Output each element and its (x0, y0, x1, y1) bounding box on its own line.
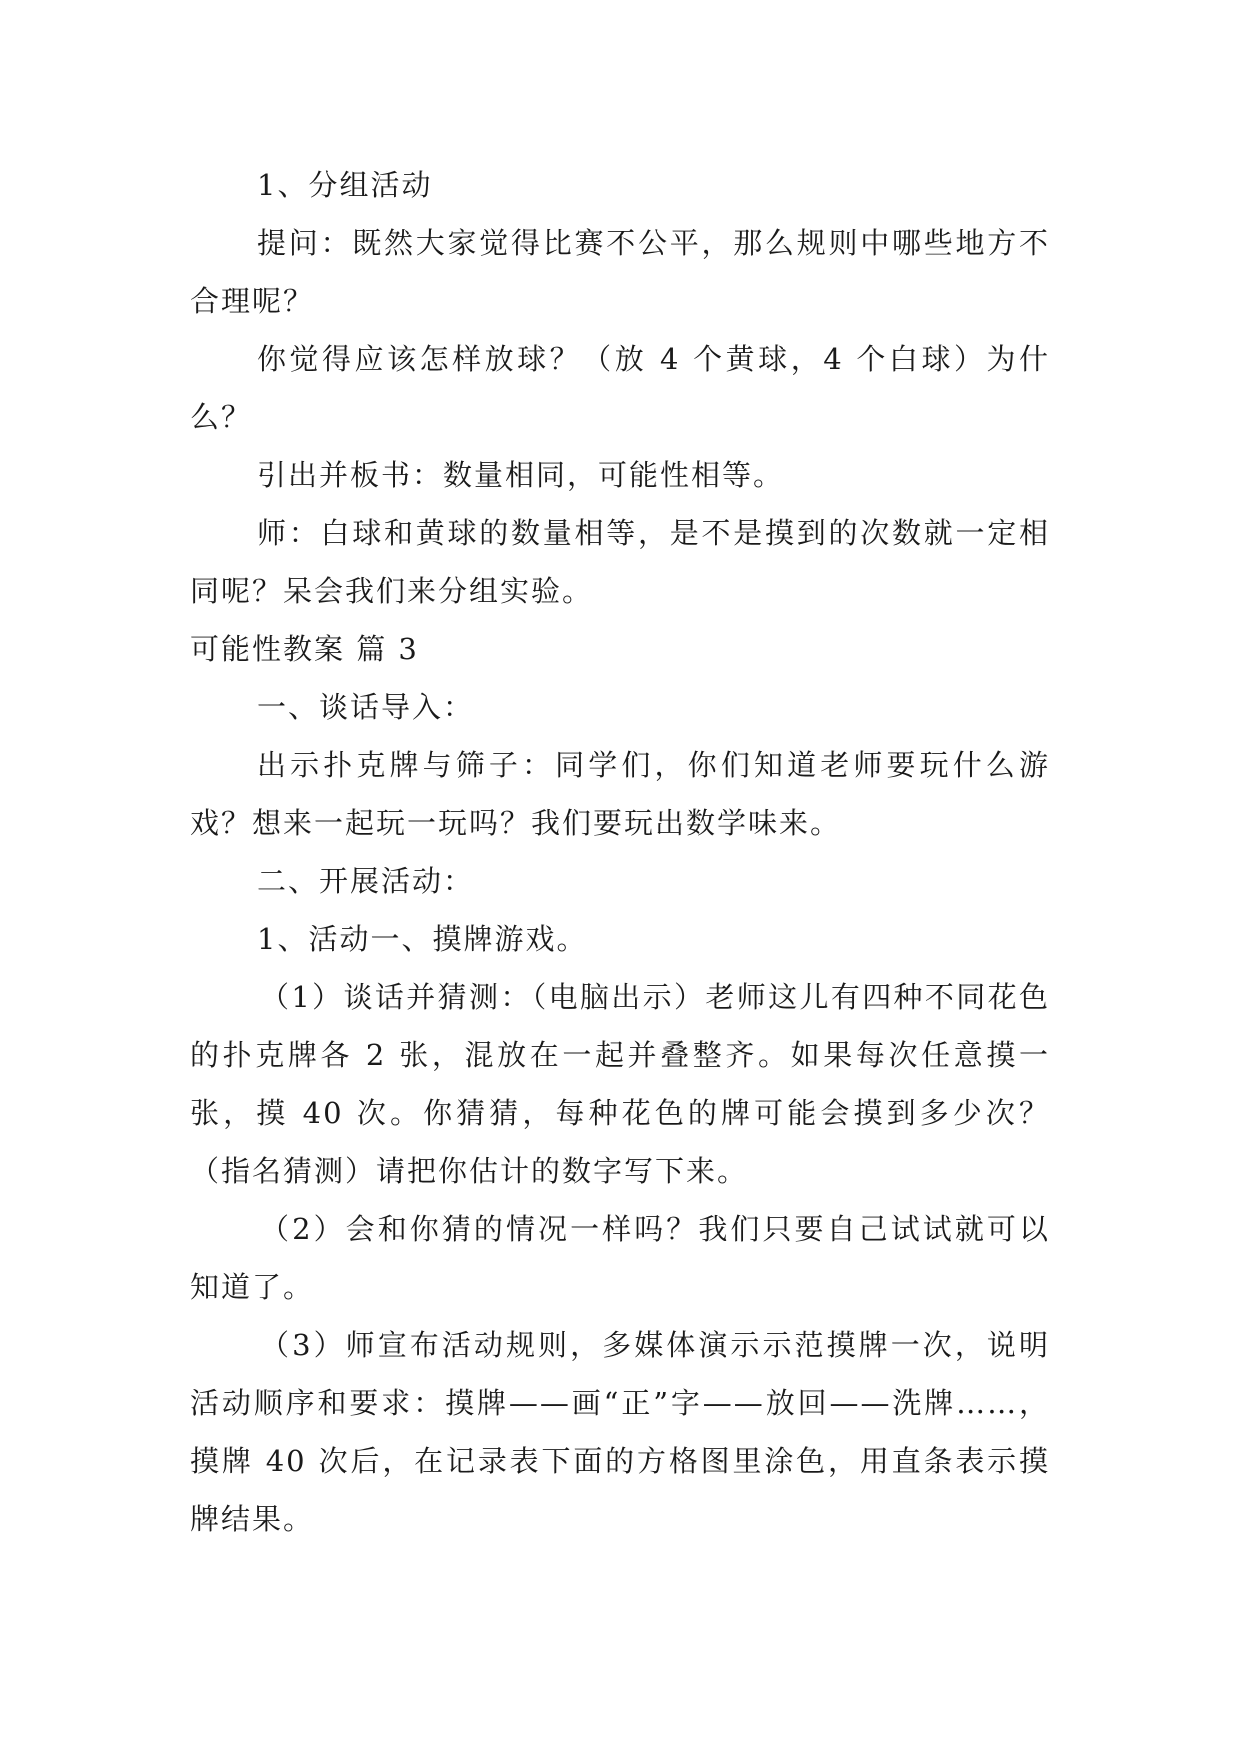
paragraph-step-2: （2）会和你猜的情况一样吗？我们只要自己试试就可以知道了。 (190, 1212, 1050, 1304)
section-title: 可能性教案 篇 3 (190, 632, 419, 666)
paragraph-group-activity: 1、分组活动 (257, 168, 433, 202)
paragraph-step-1: （1）谈话并猜测：（电脑出示）老师这儿有四种不同花色的扑克牌各 2 张，混放在一起并叠整齐。如果每次任意摸一张，摸 40 次。你猜猜，每种花色的牌可能会摸到多少次？（指名猜测）请把你估计的数字写下来。 (190, 980, 1050, 1188)
paragraph-activities-heading: 二、开展活动： (257, 864, 475, 898)
paragraph-teacher-question: 师：白球和黄球的数量相等，是不是摸到的次数就一定相同呢？呆会我们来分组实验。 (190, 516, 1050, 608)
paragraph-question-rules: 提问：既然大家觉得比赛不公平，那么规则中哪些地方不合理呢？ (190, 226, 1050, 318)
paragraph-show-cards: 出示扑克牌与筛子：同学们，你们知道老师要玩什么游戏？想来一起玩一玩吗？我们要玩出数学味来。 (190, 748, 1050, 840)
paragraph-how-to-place-balls: 你觉得应该怎样放球？（放 4 个黄球，4 个白球）为什么？ (190, 342, 1050, 434)
paragraph-step-3: （3）师宣布活动规则，多媒体演示示范摸牌一次，说明活动顺序和要求：摸牌——画“正”字——放回——洗牌……，摸牌 40 次后，在记录表下面的方格图里涂色，用直条表示摸牌结果。 (190, 1328, 1050, 1536)
paragraph-activity-one: 1、活动一、摸牌游戏。 (257, 922, 588, 956)
paragraph-intro-heading: 一、谈话导入： (257, 690, 475, 724)
paragraph-board-writing: 引出并板书：数量相同，可能性相等。 (257, 458, 785, 492)
document-body (190, 156, 1050, 1548)
